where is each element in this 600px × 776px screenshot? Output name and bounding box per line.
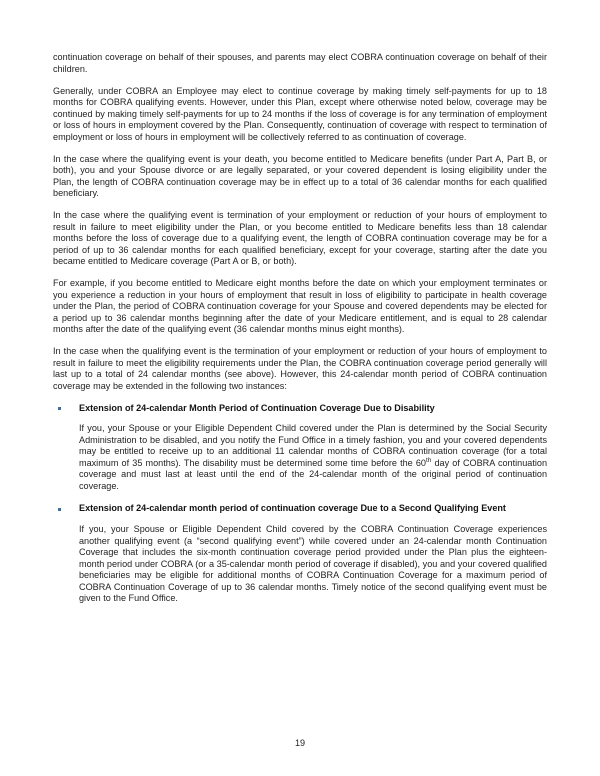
- bullet-body-disability-part1: If you, your Spouse or your Eligible Dependent Child covered under the Plan is determined by the Social Security Administration to be disabled, and you notify the Fund Office in a timely fashion, you and your covered dependents may be entitled to receive up to an additional 11 calendar months of COBRA continuation coverage (for a total maximum of 35 months). The disability must be determined some time before the 60: [79, 423, 547, 468]
- paragraph-medicare-example: For example, if you become entitled to Medicare eight months before the date on which your employment terminates or you experience a reduction in your hours of employment that result in loss of eligibility to participate in health coverage under the Plan, the period of COBRA continuation coverage for your Spouse and covered dependents may be elected for a period up to 36 calendar months beginning after the date of your Medicare entitlement, and is equal to 28 calendar months after the date of the qualifying event (36 calendar months minus eight months).: [53, 278, 547, 334]
- bullet-body-disability: [79, 423, 547, 492]
- list-item: [53, 403, 547, 493]
- paragraph-24-month-extension-intro: In the case when the qualifying event is the termination of your employment or reduction of your hours of employment to result in failure to meet the eligibility requirements under the Plan, the COBRA continuation coverage period generally will last up to a total of 24 calendar months (see above). However, this 24-calendar month period of COBRA continuation coverage may be extended in the following two instances:: [53, 346, 547, 391]
- paragraph-qualifying-event-termination: In the case where the qualifying event is termination of your employment or reduction of your hours of employment to result in failure to meet eligibility under the Plan, or you become entitled to Medicare benefits less than 18 calendar months before the loss of coverage due to a qualifying event, the length of COBRA continuation coverage may be for a period of up to 36 calendar months for each qualified beneficiary, except for your coverage, starting after the date you became entitled to Medicare coverage (Part A or B, or both).: [53, 210, 547, 266]
- paragraph-continuation-coverage-children: continuation coverage on behalf of their spouses, and parents may elect COBRA continuation coverage on behalf of their children.: [53, 52, 547, 74]
- document-body: [53, 52, 547, 605]
- paragraph-qualifying-event-death: In the case where the qualifying event is your death, you become entitled to Medicare benefits (under Part A, Part B, or both), you and your Spouse divorce or are legally separated, or your covered dependent is losing eligibility under the Plan, the length of COBRA continuation coverage may be in effect up to a total of 36 calendar months for each qualified beneficiary.: [53, 153, 547, 198]
- page-number: 19: [294, 738, 306, 748]
- paragraph-general-cobra-self-payments: Generally, under COBRA an Employee may elect to continue coverage by making timely self-payments for up to 18 months for COBRA qualifying events. However, under this Plan, except where otherwise noted below, coverage may be continued by making timely self-payments for up to 24 months if the loss of coverage is for any termination of employment or loss of hours in employment covered by the Plan. Consequently, continuation of coverage with respect to termination of employment or loss of hours in employment will be collectively referred to as continuation of coverage.: [53, 85, 547, 142]
- ordinal-suffix-th: th: [425, 456, 432, 464]
- extension-instances-list: [53, 403, 547, 605]
- bullet-heading-second-qualifying-event: Extension of 24-calendar month period of continuation coverage Due to a Second Qualifying Event: [79, 503, 506, 514]
- list-item: [53, 503, 547, 604]
- square-bullet-icon: [58, 508, 61, 511]
- block-spacer: [53, 492, 547, 503]
- bullet-heading-disability: Extension of 24-calendar Month Period of Continuation Coverage Due to Disability: [79, 402, 435, 413]
- bullet-body-second-qualifying-event: If you, your Spouse or Eligible Dependent Child covered by the COBRA Continuation Coverage experiences another qualifying event (a “second qualifying event”) while covered under an 24-calendar month Continuation Coverage that includes the six-month continuation coverage period provided under the Plan plus the eighteen-month period under COBRA (or a 35-calendar month period of coverage if disabled), you and your covered qualified beneficiaries may be eligible for additional months of COBRA Continuation Coverage for a maximum period of COBRA Continuation Coverage of up to 36 calendar months. Timely notice of the second qualifying event must be given to the Fund Office.: [79, 524, 547, 604]
- square-bullet-icon: [58, 407, 61, 410]
- bullet-body-disability-part2: day of COBRA continuation coverage and must last at least until the end of the 24-calendar month of the original period of continuation coverage.: [79, 457, 548, 491]
